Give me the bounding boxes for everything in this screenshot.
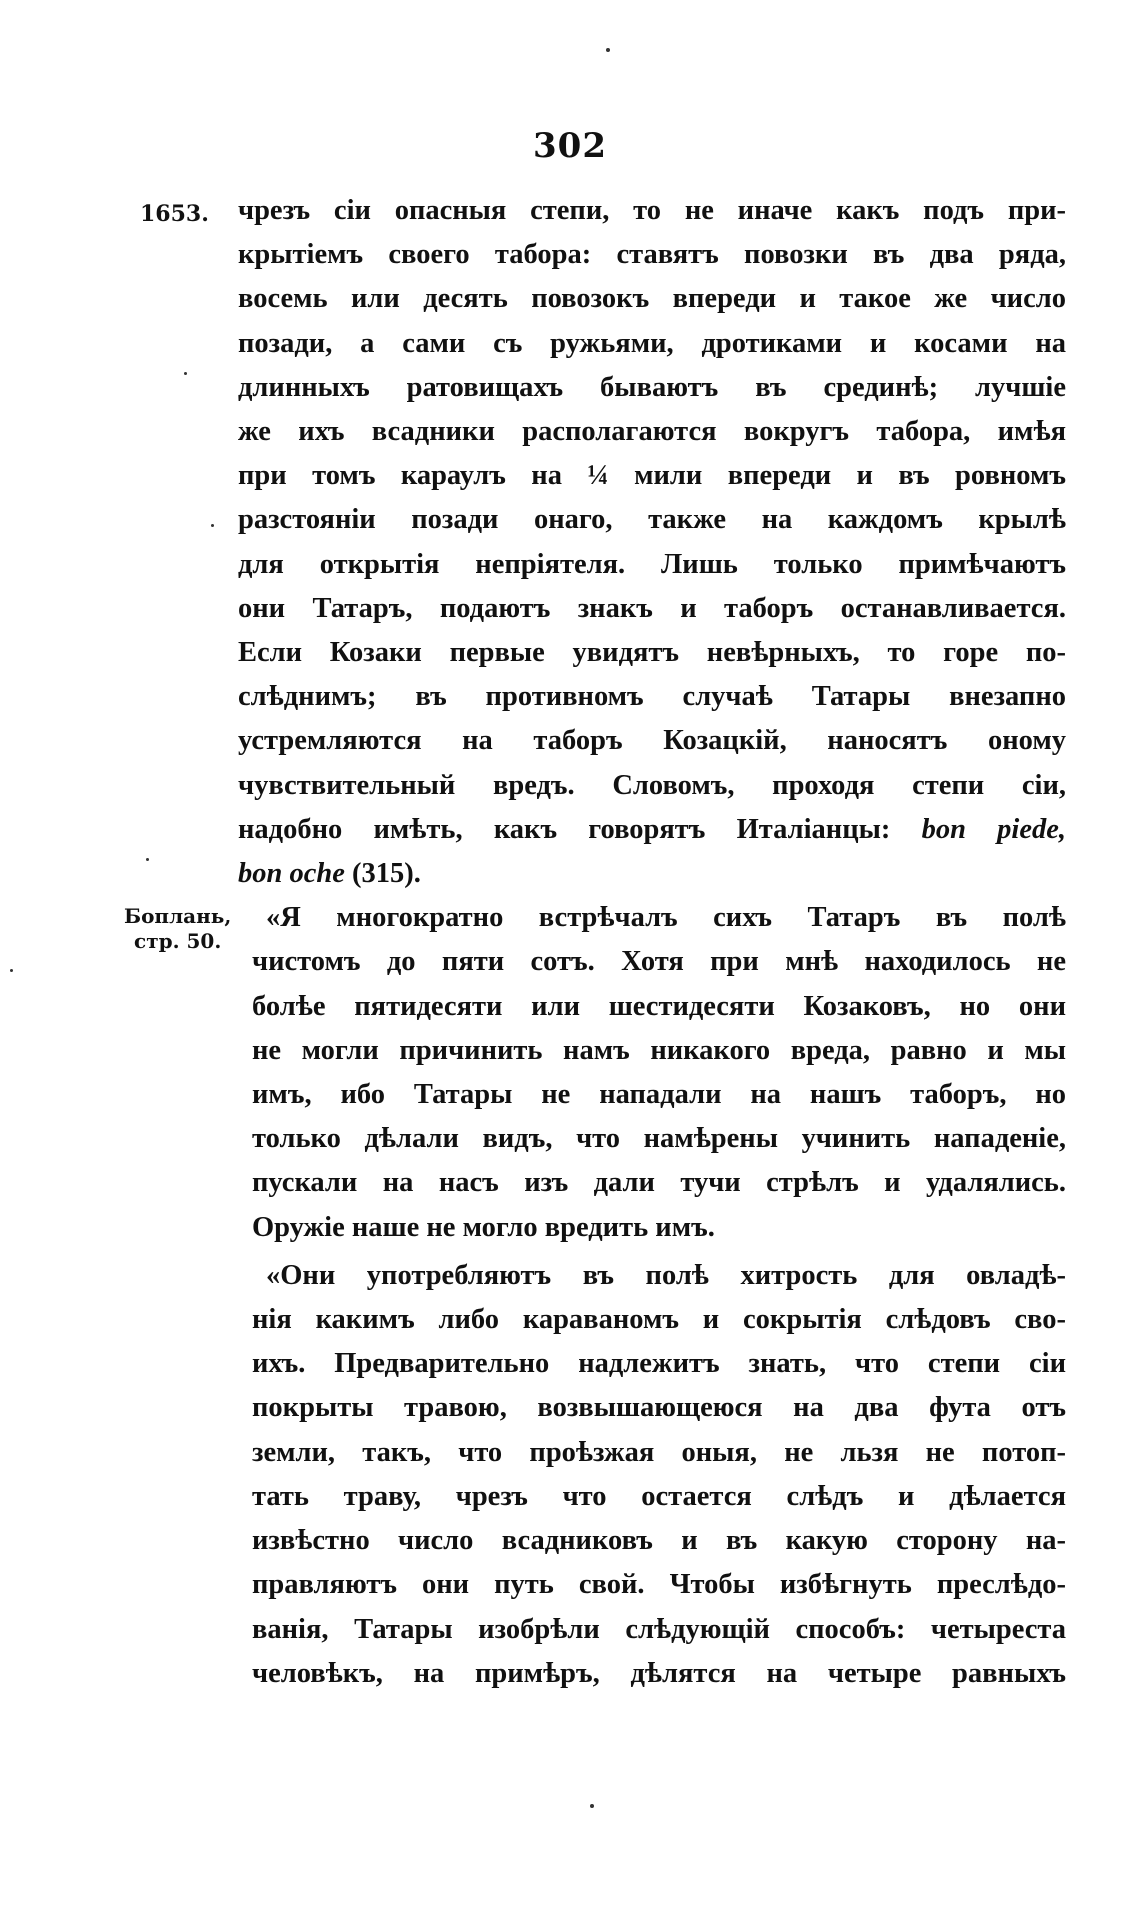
text-line: чувствительный вредъ. Словомъ, проходя степи сiи, [238,769,1066,801]
margin-source-line: Боплань, [124,904,232,928]
text-line: ванiя, Татары изобрѣли слѣдующiй способъ: четыреста [252,1613,1066,1645]
reference-number: (315). [352,858,421,890]
text-line: чистомъ до пяти сотъ. Хотя при мнѣ находилось не [252,946,1066,978]
italic-phrase: bon piede, [921,813,1066,845]
scan-speck [184,372,187,375]
text-fragment: надобно имѣть, какъ говорятъ Италiанцы: [238,813,891,845]
margin-year: 1653. [140,201,209,227]
text-line [238,808,1066,852]
text-line: земли, такъ, что проѣзжая оныя, не льзя не потоп- [252,1436,1066,1468]
text-line: «Я многократно встрѣчалъ сихъ Татаръ въ полѣ [266,902,1066,934]
text-line: при томъ караулъ на ¼ мили впереди и въ ровномъ [238,460,1066,492]
text-line: не могли причинить намъ никакого вреда, равно и мы [252,1034,1066,1066]
text-line: человѣкъ, на примѣръ, дѣлятся на четыре равныхъ [252,1657,1066,1689]
text-line: устремляются на таборъ Козацкiй, наносятъ оному [238,725,1066,757]
text-line: болѣе пятидесяти или шестидесяти Козаковъ, но они [252,990,1066,1022]
paragraph [238,1254,1066,1696]
text-line: ихъ. Предварительно надлежитъ знать, что степи сiи [252,1348,1066,1380]
italic-phrase: bon oche [238,858,345,890]
text-line: только дѣлали видъ, что намѣрены учинить нападенiе, [252,1123,1066,1155]
text-line: правляютъ они путь свой. Чтобы избѣгнуть преслѣдо- [252,1569,1066,1601]
text-line: длинныхъ ратовищахъ бываютъ въ срединѣ; лучшiе [238,371,1066,403]
text-line: Если Козаки первые увидятъ невѣрныхъ, то горе по- [238,637,1066,669]
text-line: восемь или десять повозокъ впереди и такое же число [238,283,1066,315]
paragraph [238,896,1066,1250]
scan-speck [590,1804,594,1808]
text-line: крытiемъ своего табора: ставятъ повозки въ два ряда, [238,239,1066,271]
margin-source-note [124,904,231,954]
text-line: позади, а сами съ ружьями, дротиками и косами на [238,327,1066,359]
text-line: слѣднимъ; въ противномъ случаѣ Татары внезапно [238,681,1066,713]
scan-speck [146,858,149,861]
text-line: пускали на насъ изъ дали тучи стрѣлъ и удалялись. [252,1167,1066,1199]
text-line: разстоянiи позади онаго, также на каждомъ крылѣ [238,504,1066,536]
text-line: «Они употребляютъ въ полѣ хитрость для овладѣ- [266,1259,1066,1291]
text-line: тать траву, чрезъ что остается слѣдъ и дѣлается [252,1480,1066,1512]
text-line: извѣстно число всадниковъ и въ какую сторону на- [252,1525,1066,1557]
body-text [238,189,1066,1696]
text-line: чрезъ сiи опасныя степи, то не иначе какъ подъ при- [238,195,1066,226]
text-line: Оружiе наше не могло вредить имъ. [252,1211,715,1243]
text-line: нiя какимъ либо караваномъ и сокрытiя слѣдовъ сво- [252,1304,1066,1336]
text-line: имъ, ибо Татары не нападали на нашъ таборъ, но [252,1079,1066,1111]
margin-source-line: стр. 50. [134,929,222,953]
text-line: для открытiя непрiятеля. Лишь только примѣчаютъ [238,548,1066,580]
text-line [238,852,1066,896]
scan-speck [211,524,214,527]
scan-speck [606,48,610,52]
scan-speck [10,969,13,972]
text-line: же ихъ всадники располагаются вокругъ табора, имѣя [238,416,1066,448]
page-number: 302 [533,126,607,166]
paragraph [238,189,1066,896]
text-line: покрыты травою, возвышающеюся на два фута отъ [252,1392,1066,1424]
text-line: они Татаръ, подаютъ знакъ и таборъ останавливается. [238,592,1066,624]
